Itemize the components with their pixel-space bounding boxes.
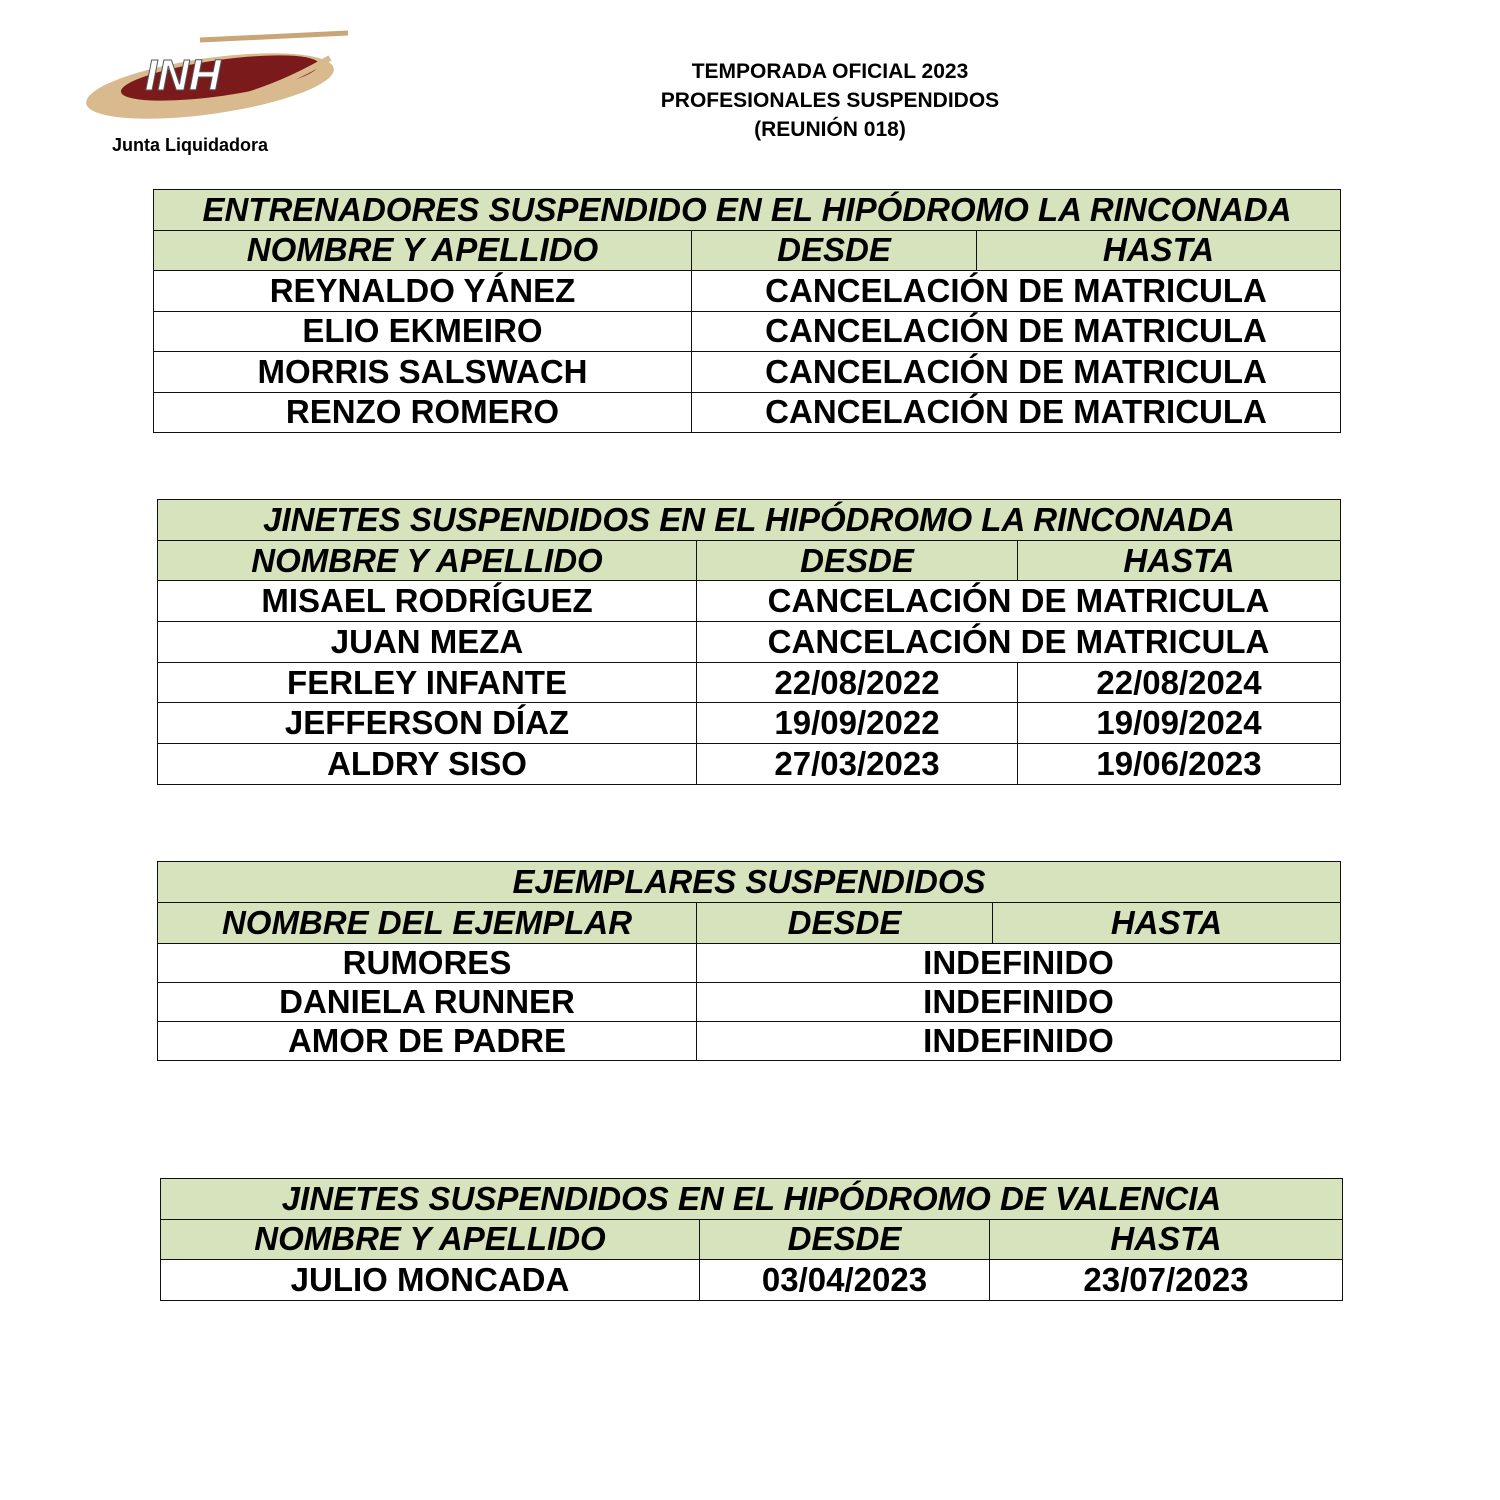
cell-name: MORRIS SALSWACH bbox=[154, 352, 692, 393]
table-row bbox=[158, 662, 1341, 703]
cell-status: CANCELACIÓN DE MATRICULA bbox=[697, 622, 1341, 663]
col-header-nombre: NOMBRE DEL EJEMPLAR bbox=[158, 903, 697, 944]
table-title: JINETES SUSPENDIDOS EN EL HIPÓDROMO DE VALENCIA bbox=[161, 1179, 1343, 1220]
cell-name: ALDRY SISO bbox=[158, 744, 697, 785]
table-jinetes-valencia bbox=[160, 1178, 1343, 1301]
table-jinetes-rinconada bbox=[157, 499, 1341, 785]
cell-status: INDEFINIDO bbox=[697, 983, 1341, 1022]
cell-name: MISAEL RODRÍGUEZ bbox=[158, 581, 697, 622]
table-row bbox=[161, 1260, 1343, 1301]
table-row bbox=[154, 271, 1341, 312]
table-title: JINETES SUSPENDIDOS EN EL HIPÓDROMO LA RINCONADA bbox=[158, 500, 1341, 541]
title-line-2: PROFESIONALES SUSPENDIDOS bbox=[660, 89, 1000, 112]
col-header-desde: DESDE bbox=[697, 903, 993, 944]
cell-name: ELIO EKMEIRO bbox=[154, 311, 692, 352]
cell-hasta: 19/06/2023 bbox=[1018, 744, 1341, 785]
col-header-hasta: HASTA bbox=[990, 1219, 1343, 1260]
cell-hasta: 19/09/2024 bbox=[1018, 703, 1341, 744]
table-row bbox=[158, 944, 1341, 983]
table-row bbox=[158, 983, 1341, 1022]
cell-name: RUMORES bbox=[158, 944, 697, 983]
col-header-nombre: NOMBRE Y APELLIDO bbox=[154, 230, 692, 271]
cell-status: INDEFINIDO bbox=[697, 944, 1341, 983]
cell-name: AMOR DE PADRE bbox=[158, 1022, 697, 1061]
col-header-hasta: HASTA bbox=[1018, 540, 1341, 581]
inh-logo bbox=[80, 28, 355, 120]
cell-desde: 27/03/2023 bbox=[697, 744, 1018, 785]
table-title: EJEMPLARES SUSPENDIDOS bbox=[158, 862, 1341, 903]
col-header-desde: DESDE bbox=[700, 1219, 990, 1260]
cell-status: CANCELACIÓN DE MATRICULA bbox=[697, 581, 1341, 622]
table-row bbox=[158, 744, 1341, 785]
document-title bbox=[580, 57, 1080, 144]
cell-desde: 22/08/2022 bbox=[697, 662, 1018, 703]
logo-subtitle: Junta Liquidadora bbox=[112, 135, 269, 155]
cell-status: CANCELACIÓN DE MATRICULA bbox=[692, 392, 1341, 433]
cell-name: FERLEY INFANTE bbox=[158, 662, 697, 703]
table-row bbox=[154, 352, 1341, 393]
cell-hasta: 22/08/2024 bbox=[1018, 662, 1341, 703]
cell-hasta: 23/07/2023 bbox=[990, 1260, 1343, 1301]
table-entrenadores-rinconada bbox=[153, 189, 1341, 433]
cell-name: JEFFERSON DÍAZ bbox=[158, 703, 697, 744]
table-ejemplares bbox=[157, 861, 1341, 1061]
cell-name: REYNALDO YÁNEZ bbox=[154, 271, 692, 312]
table-row bbox=[158, 703, 1341, 744]
cell-name: RENZO ROMERO bbox=[154, 392, 692, 433]
col-header-hasta: HASTA bbox=[993, 903, 1341, 944]
cell-desde: 03/04/2023 bbox=[700, 1260, 990, 1301]
cell-name: DANIELA RUNNER bbox=[158, 983, 697, 1022]
title-line-3: (REUNIÓN 018) bbox=[754, 118, 906, 141]
table-title: ENTRENADORES SUSPENDIDO EN EL HIPÓDROMO LA RINCONADA bbox=[154, 190, 1341, 231]
cell-status: CANCELACIÓN DE MATRICULA bbox=[692, 311, 1341, 352]
col-header-desde: DESDE bbox=[692, 230, 977, 271]
cell-status: CANCELACIÓN DE MATRICULA bbox=[692, 271, 1341, 312]
table-row bbox=[154, 392, 1341, 433]
cell-status: INDEFINIDO bbox=[697, 1022, 1341, 1061]
table-row bbox=[158, 1022, 1341, 1061]
col-header-nombre: NOMBRE Y APELLIDO bbox=[158, 540, 697, 581]
cell-name: JULIO MONCADA bbox=[161, 1260, 700, 1301]
title-line-1: TEMPORADA OFICIAL 2023 bbox=[691, 60, 969, 83]
svg-text:INH: INH bbox=[145, 51, 221, 100]
col-header-desde: DESDE bbox=[697, 540, 1018, 581]
col-header-hasta: HASTA bbox=[977, 230, 1341, 271]
table-row bbox=[158, 581, 1341, 622]
table-row bbox=[158, 622, 1341, 663]
table-row bbox=[154, 311, 1341, 352]
cell-name: JUAN MEZA bbox=[158, 622, 697, 663]
cell-status: CANCELACIÓN DE MATRICULA bbox=[692, 352, 1341, 393]
cell-desde: 19/09/2022 bbox=[697, 703, 1018, 744]
col-header-nombre: NOMBRE Y APELLIDO bbox=[161, 1219, 700, 1260]
